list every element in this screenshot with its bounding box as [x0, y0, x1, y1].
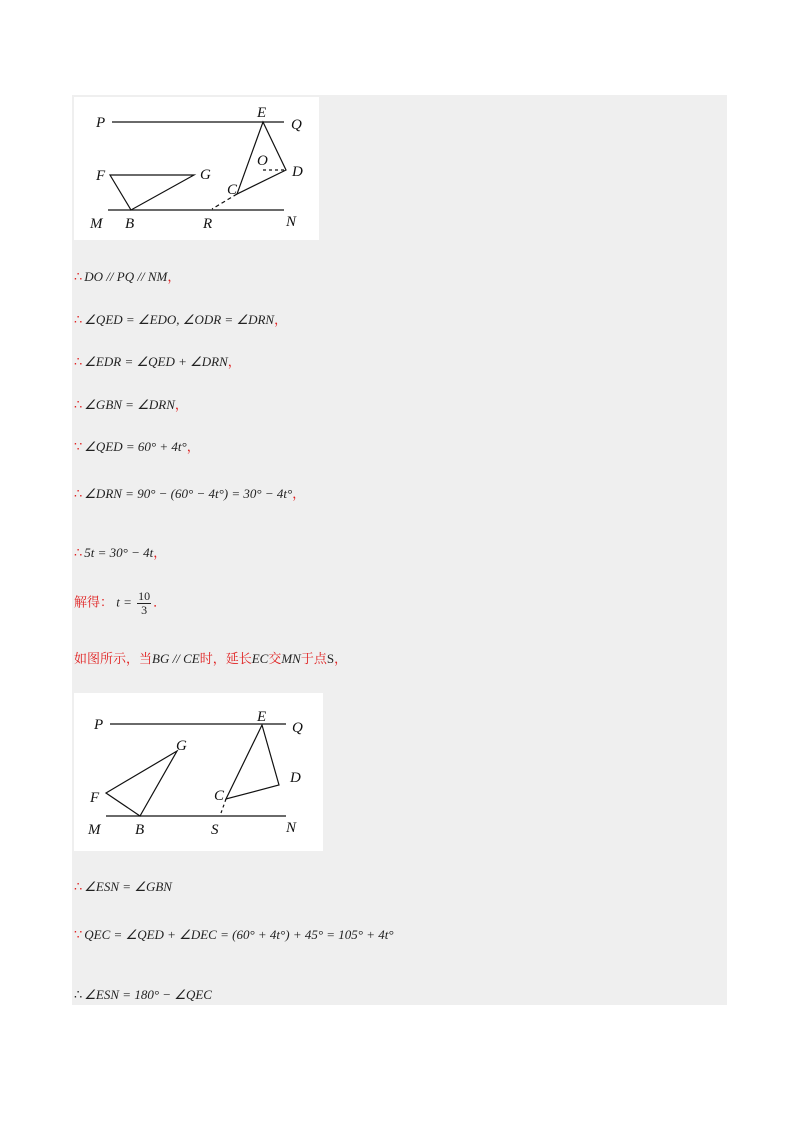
label-m: M — [88, 822, 101, 838]
step-line-1: ∴ DO // PQ // NM， — [74, 269, 181, 284]
label-o: O — [257, 153, 268, 169]
step-line-9: ∵ QEC = ∠QED + ∠DEC = (60° + 4t°) + 45° = 105° + 4t° — [74, 927, 394, 942]
label-e: E — [257, 709, 267, 725]
label-r: R — [203, 216, 213, 232]
case-two-line: 如图所示，当BG // CE时，延长EC交MN于点S， — [74, 651, 348, 667]
label-f: F — [96, 168, 106, 184]
label-n: N — [286, 214, 297, 230]
step-line-4: ∴ ∠GBN = ∠DRN， — [74, 397, 188, 412]
label-g: G — [176, 738, 187, 754]
label-c: C — [227, 182, 238, 198]
label-n: N — [286, 820, 297, 836]
step-line-3: ∴ ∠EDR = ∠QED + ∠DRN， — [74, 354, 241, 369]
label-q: Q — [292, 720, 303, 736]
label-f: F — [90, 790, 100, 806]
label-c: C — [214, 788, 225, 804]
figure-2 — [74, 693, 323, 851]
label-b: B — [125, 216, 135, 232]
step-line-5: ∵ ∠QED = 60° + 4t°， — [74, 439, 200, 454]
figure-1 — [74, 97, 319, 240]
label-d: D — [292, 164, 303, 180]
label-p: P — [94, 717, 104, 733]
label-g: G — [200, 167, 211, 183]
step-line-7: ∴ 5t = 30° − 4t， — [74, 545, 167, 560]
label-q: Q — [291, 117, 302, 133]
label-p: P — [96, 115, 106, 131]
step-line-8: ∴ ∠ESN = ∠GBN — [74, 879, 172, 894]
label-b: B — [135, 822, 145, 838]
label-d: D — [290, 770, 301, 786]
label-s: S — [211, 822, 219, 838]
step-line-2: ∴ ∠QED = ∠EDO, ∠ODR = ∠DRN， — [74, 312, 288, 327]
figure-1-diagram — [74, 97, 319, 240]
therefore-symbol: ∴ — [74, 269, 83, 284]
step-line-10: ∴ ∠ESN = 180° − ∠QEC — [74, 987, 212, 1002]
fraction: $\frac{10}{3}$ — [138, 589, 151, 617]
label-m: M — [90, 216, 103, 232]
label-e: E — [257, 105, 267, 121]
figure-2-diagram — [74, 693, 323, 851]
step-line-6: ∴ ∠DRN = 90° − (60° − 4t°) = 30° − 4t°， — [74, 486, 306, 501]
because-symbol: ∵ — [74, 439, 83, 454]
solve-line: 解得： t = $\frac{10}{3}$ ． — [74, 589, 167, 617]
